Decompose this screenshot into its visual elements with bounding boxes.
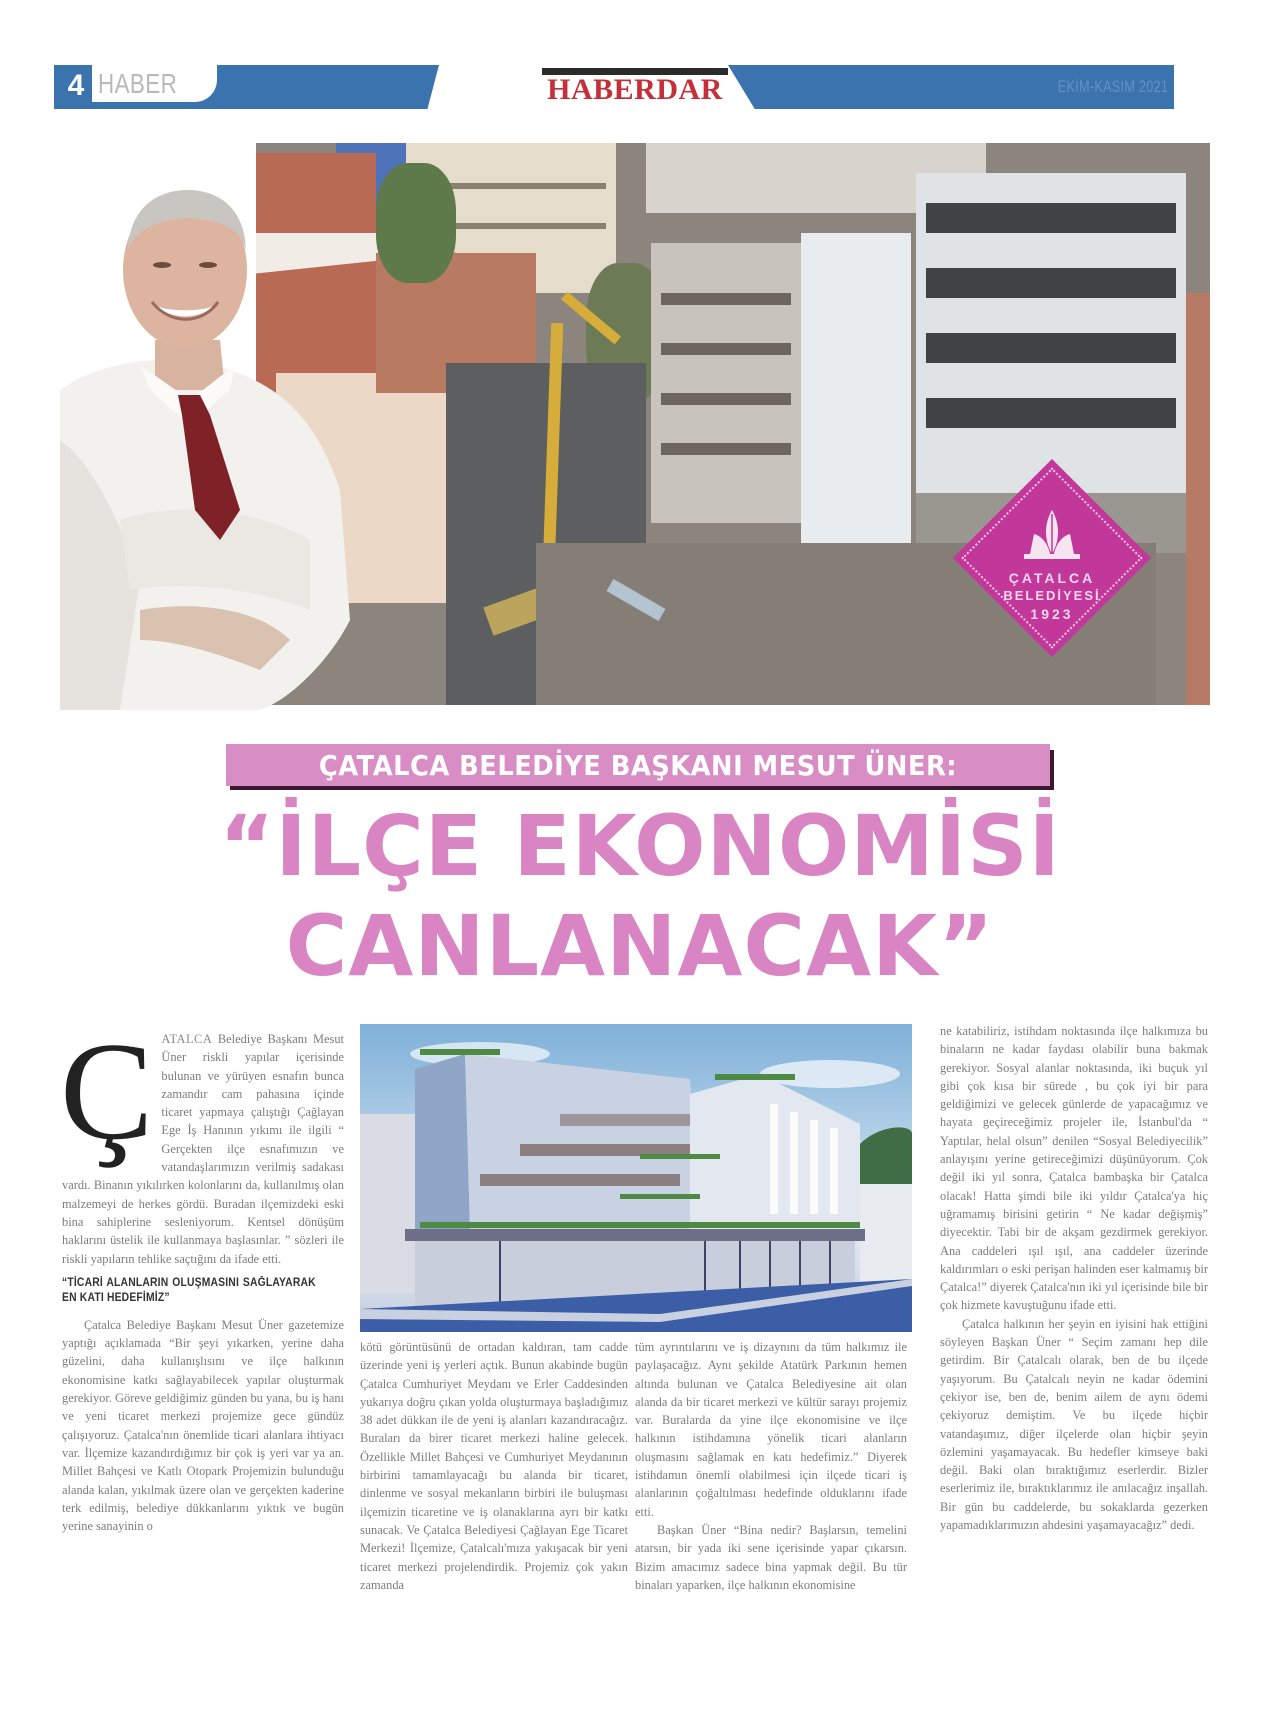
article-column-2 bbox=[360, 1338, 628, 1718]
building-rendering-image bbox=[360, 1024, 912, 1332]
page-number: 4 bbox=[67, 69, 85, 102]
body-paragraph: Başkan Üner “Bina nedir? Başlarsın, temelini atarsın, bir yada iki sene içerisinde yapar çıkarsın. Bizim amacımız sadece bina yapmak değil. Bu tür binaları yaparken, ilçe halkının ekonomisine bbox=[635, 1522, 907, 1592]
body-paragraph: Çatalca halkının her şeyin en iyisini hak ettiğini söyleyen Başkan Üner “ Seçim zamanı hep dile getirdim. Bir Çatalcalı olarak, ben de bu ilçede yaşıyorum. Bu Çatalcalı neyin ne kadar ödemini çekiyor ise, ben de, benim ailem de aynı ödemi çekiyoruz demiştim. Ve bu ilçede hiçbir vatandaşımız, diğer ilçelerde olan hiçbir şeyin özlemini yaşamayacak. Bu hedefler kimseye baki değil. Baki olan bıraktığımız eserlerdir. Bizler eserlerimiz ile, bıraktıklarımız ile anılacağız inşallah. Bir gün bu caddelerde, bu sokaklarda gezerken yapamadıklarımızın ahdesini yaşamayacağız” dedi. bbox=[940, 1316, 1208, 1533]
logo-line3: 1923 bbox=[1030, 606, 1074, 622]
body-paragraph: ne katabiliriz, istihdam noktasında ilçe halkımıza bu binaların ne kadar faydası olabilir buna bakmak gerekiyor. Sosyal alanlar noktasında, iki buçuk yıl gibi çok kısa bir sürede , bu çok iyi bir para geldiğimizi ve gelecek günlerde de yapacağımız ve hayata geçireceğimiz projeler ile, İstanbul'da “ Yaptılar, helal olsun” denilen “Sosyal Belediyecilik” anlayışını yerine getireceğimizi düşünüyorum. Çok değil iki yıl sonra, Çatalca bambaşka bir Çatalca olacak! Hatta şimdi bile iki yıldır Çatalca'ya hiç uğramamış birisini getirin “ Ne kadar değişmiş” diyecektir. Tabi bir de akşam gezdirmek gerekiyor. Ana caddeleri ışıl ışıl, ana caddeler üzerinde kaldırımları o eski perişan halinden eser kalmamış bir Çatalca!” diyerek Çatalca'nın iki yıl içerisinde bile bir çok hizmete kavuştuğunu ifade etti. bbox=[940, 1024, 1208, 1313]
article-column-4 bbox=[940, 1022, 1208, 1720]
section-label: HABER bbox=[98, 68, 178, 99]
lead-word: ATALCA bbox=[161, 1032, 213, 1046]
logo-line1: ÇATALCA bbox=[1008, 570, 1096, 586]
body-paragraph: kötü görüntüsünü de ortadan kaldıran, tam cadde üzerinde yeni iş yerleri açtık. Bunun akabinde bugün Çatalca Cumhuriyet Meydanı ve Erler Caddesinden yukarıya doğru çıkan yolda oluşturmaya başladığımız 38 adet dükkan ile de yeni iş alanları kazandıracağız. Buraları da birer ticaret merkezi haline gelecek. Özellikle Millet Bahçesi ve Cumhuriyet Meydanının birbirini tamamlayacağı bu alanda bir ticaret, dinlenme ve sosyal mekanların birbiri ile buluşması ilçemizin ticaretine ve iş olanaklarına ayrı bir katkı sunacak. Ve Çatalca Belediyesi Çağlayan Ege Ticaret Merkezi! İlçemize, Çatalcalı'mıza yakışacak bir yeni ticaret merkezi projelendirdik. Projemiz çok yakın zamanda bbox=[360, 1340, 628, 1592]
headline-line2: CANLANACAK” bbox=[285, 897, 995, 995]
building-rendering-graphic bbox=[360, 1024, 912, 1332]
body-paragraph: Çatalca Belediye Başkanı Mesut Üner gazetemize yaptığı açıklamada “Bir şeyi yıkarken, yerine daha güzelini, daha kullanışlısını ve ilçe halkının ekonomisine katkı sağlayabilecek yapılar oluşturmak gerekiyor. Göreve geldiğimiz günden bu yana, bu iş hanı ve yeni ticaret merkezi projemize gece gündüz çalışıyoruz. Çatalca'nın önemlide ticari alanlara ihtiyacı var. İlçemize kazandırdığımız bir çok iş yeri var ya an. Millet Bahçesi ve Katlı Otopark Projemizin bulunduğu alanda kalan, yıkılmak üzere olan ve gerçekten kaderine terk edilmiş, belediye dükkanlarını yıktık ve bugün yerine sanayinin o bbox=[62, 1317, 344, 1534]
article-column-3 bbox=[635, 1338, 907, 1718]
article-column-1 bbox=[60, 1014, 344, 1720]
issue-date: EKİM-KASIM 2021 bbox=[1057, 77, 1168, 96]
municipality-logo bbox=[954, 460, 1150, 656]
kicker-text: ÇATALCA BELEDİYE BAŞKANI MESUT ÜNER: bbox=[318, 749, 958, 782]
mayor-portrait bbox=[60, 140, 420, 710]
drop-cap: Ç bbox=[60, 1014, 154, 1169]
logo-line2: BELEDİYESİ bbox=[1003, 588, 1101, 603]
headline-line1: “İLÇE EKONOMİSİ bbox=[219, 797, 1061, 895]
leaf-emblem-icon bbox=[1024, 510, 1080, 562]
body-paragraph: tüm ayrıntılarını ve iş dizaynını da tüm halkımız ile paylaşacağız. Aynı şekilde Atatürk Parkının hemen altında bulunan ve Çatalca Belediyesine ait olan alanda da bir ticaret merkezi ve kültür sarayı projemiz var. Buralarda da yine ilçe ekonomisine ve ilçe halkının istihdamına yönelik ticari alanların oluşmasını sağlamak en katı hedefimiz.” Diyerek istihdamın önemli olabilmesi için ilçede ticari iş alanlarının çoğaltılması hedefinde olduklarını ifade etti. bbox=[635, 1340, 907, 1519]
masthead-logo bbox=[542, 68, 728, 108]
intro-paragraph: Belediye Başkanı Mesut Üner riskli yapılar içerisinde bulunan ve yürüyen esnafın bunca zamandır cam pahasına içinde ticaret yapmaya çalıştığı Çağlayan Ege İş Hanının yıkımı ile ilgili “ Gerçekten ilçe esnafımızın ve vatandaşlarımızın verilmiş sadakası vardı. Binanın yıkılırken kolonlarını da, kullanılmış olan malzemeyi de herkes gördü. Buradan ilçemizdeki eski bina sahiplerine sesleniyorum. Kentsel dönüşüm haklarını üstelik ile kullanmaya başlasınlar. ” sözleri ile riskli yapıların tehlike saçtığını da ifade etti. bbox=[62, 1032, 344, 1266]
subheading: “TİCARİ ALANLARIN OLUŞMASINI SAĞLAYARAK EN KATI HEDEFİMİZ” bbox=[62, 1276, 316, 1304]
headline-kicker bbox=[226, 744, 1054, 790]
masthead-title: HABERDAR bbox=[547, 73, 723, 106]
